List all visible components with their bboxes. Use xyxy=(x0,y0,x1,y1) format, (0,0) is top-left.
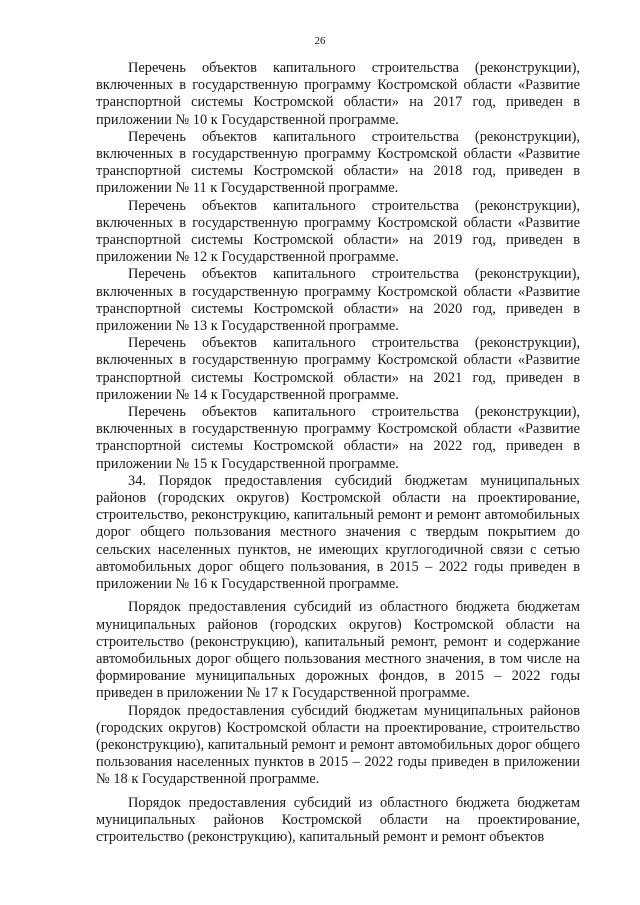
page-number: 26 xyxy=(314,35,326,47)
paragraph-appendix-17: Порядок предоставления субсидий из областного бюджета бюджетам муниципальных районов (городских округов) Костромской области на строительство (реконструкцию), капитальный ремонт, ремонт и содержание автомобильных дорог общего пользования местного значения, в том числе на формирование муниципальных дорожных фондов, в 2015 – 2022 годы приведен в приложении № 17 к Государственной программе. xyxy=(96,599,580,702)
paragraph-subsidies-continued: Порядок предоставления субсидий из областного бюджета бюджетам муниципальных районов Костромской области на проектирование, строительство (реконструкцию), капитальный ремонт и ремонт объектов xyxy=(96,794,580,845)
paragraph-item-34: 34. Порядок предоставления субсидий бюджетам муниципальных районов (городских округов) Костромской области на проектирование, строительство, реконструкцию, капитальный ремонт и ремонт автомобильных дорог общего пользования местного значения с твердым покрытием до сельских населенных пунктов, не имеющих круглогодичной связи с сетью автомобильных дорог общего пользования, в 2015 – 2022 годы приведен в приложении № 16 к Государственной программе. xyxy=(96,472,580,593)
document-body xyxy=(96,60,580,846)
paragraph-appendix-15: Перечень объектов капитального строительства (реконструкции), включенных в государственную программу Костромской области «Развитие транспортной системы Костромской области» на 2022 год, приведен в приложении № 15 к Государственной программе. xyxy=(96,404,580,472)
paragraph-appendix-10: Перечень объектов капитального строительства (реконструкции), включенных в государственную программу Костромской области «Развитие транспортной системы Костромской области» на 2017 год, приведен в приложении № 10 к Государственной программе. xyxy=(96,60,580,128)
paragraph-appendix-12: Перечень объектов капитального строительства (реконструкции), включенных в государственную программу Костромской области «Развитие транспортной системы Костромской области» на 2019 год, приведен в приложении № 12 к Государственной программе. xyxy=(96,197,580,266)
paragraph-appendix-11: Перечень объектов капитального строительства (реконструкции), включенных в государственную программу Костромской области «Развитие транспортной системы Костромской области» на 2018 год, приведен в приложении № 11 к Государственной программе. xyxy=(96,128,580,197)
paragraph-appendix-18: Порядок предоставления субсидий бюджетам муниципальных районов (городских округов) Костромской области на проектирование, строительство (реконструкцию), капитальный ремонт и ремонт автомобильных дорог общего пользования населенных пунктов в 2015 – 2022 годы приведен в приложении № 18 к Государственной программе. xyxy=(96,702,580,788)
paragraph-appendix-13: Перечень объектов капитального строительства (реконструкции), включенных в государственную программу Костромской области «Развитие транспортной системы Костромской области» на 2020 год, приведен в приложении № 13 к Государственной программе. xyxy=(96,266,580,335)
paragraph-appendix-14: Перечень объектов капитального строительства (реконструкции), включенных в государственную программу Костромской области «Развитие транспортной системы Костромской области» на 2021 год, приведен в приложении № 14 к Государственной программе. xyxy=(96,335,580,403)
